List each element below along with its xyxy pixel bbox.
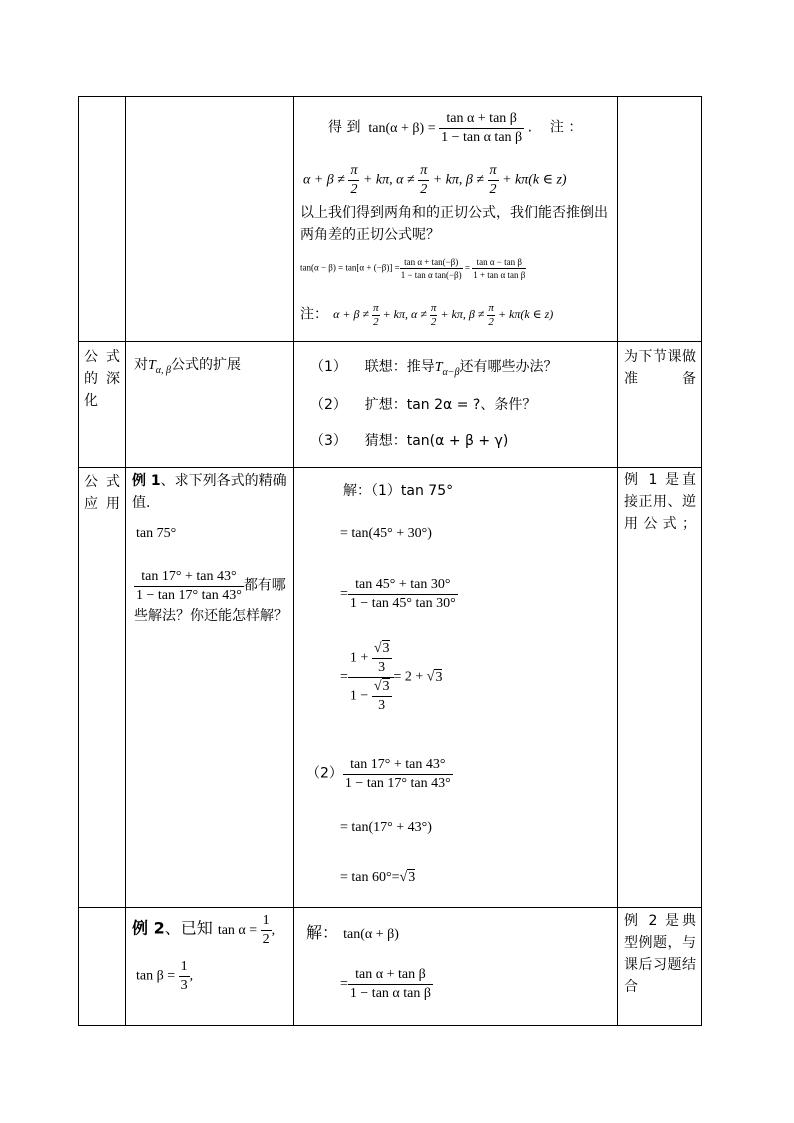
column-divider-2 [293, 96, 294, 1026]
solution-1-label: 解：（1）tan 75° [343, 483, 454, 499]
table-border-right [701, 96, 702, 1026]
solution-example-2: 解： tan(α + β) [306, 923, 399, 942]
remark-example-1: 例 1 是直接正用、逆用公式； [624, 472, 696, 532]
remark-example-2: 例 2 是典型例题，与课后习题结合 [624, 913, 696, 995]
tangent-sum-derivation: 得 到 tan(α + β) = $\frac{\text{tan α + tan β}}{\text{1 − tan α tan β}}$ . 注 ： [328, 111, 583, 145]
example-1-q2: $\frac{\tan 17^\circ + \tan 43^\circ}{1 - \tan 17^\circ \tan 43^\circ}$ 都有哪些解法？你还能怎样解？ [134, 569, 288, 624]
condition-formula-1: α + β ≠ $\frac{\pi}{2}$ + kπ, α ≠ $\frac{\pi}{2}$ + kπ, β ≠ $\frac{\pi}{2}$ + kπ(k ∈ z) [303, 163, 567, 197]
solution-2-step2: = tan(17° + 43°) [340, 820, 432, 835]
formula-extension: 对$T_{\alpha, \beta}$公式的扩展 [134, 357, 242, 376]
table-border-left [78, 96, 79, 1026]
section-formula-deepening: 公式的深化 [84, 349, 120, 409]
section-formula-application: 公式应用 [84, 474, 120, 512]
column-divider-3 [617, 96, 618, 1026]
table-border-top [78, 96, 702, 97]
table-border-bottom [78, 1025, 702, 1026]
example-2-given-1: 例 2、已知 tan α = $\frac{1}{2}$ , [132, 913, 276, 947]
tan-difference-formula: tan(α − β) = tan[α + (−β)] = $\frac{\text{tan α + tan(−β)}}{\text{1 − tan α tan(−β)}}$ = $\frac{\text{tan α − tan β}}{\text{1 + tan α tan β}}$ [300, 257, 526, 280]
column-divider-1 [125, 96, 126, 1026]
extension-item-1: （1） 联想：推导$T_{\alpha-\beta}$还有哪些办法？ [310, 359, 558, 378]
remark-prepare-next: 为下节课做准备 [624, 349, 696, 387]
question-paragraph: 以上我们得到两角和的正切公式，我们能否推倒出两角差的正切公式呢？ [300, 205, 608, 243]
row-divider-1 [78, 341, 702, 342]
solution-2-step3: = tan 60°=√3 [340, 870, 416, 885]
solution-1-step3: = 1 + $\frac{√3}{3}$ 1 − $\frac{√3}{3}$ = 2 + √3 [340, 641, 443, 713]
solution-1-step2: = $\frac{\tan 45^\circ + \tan 30^\circ}{1 - \tan 45^\circ \tan 30^\circ}$ [340, 577, 456, 611]
condition-formula-2: 注： α + β ≠ $\frac{\pi}{2}$ + kπ, α ≠ $\frac{\pi}{2}$ + kπ, β ≠ $\frac{\pi}{2}$ + kπ(k ∈ z) [300, 302, 554, 328]
extension-item-3: （3） 猜想：tan(α + β + γ) [310, 433, 509, 449]
row-divider-2 [78, 467, 702, 468]
tan-sum-formula: tan(α + β) = $\frac{\text{tan α + tan β}}{\text{1 − tan α tan β}}$ [364, 111, 523, 145]
example-1-q1: tan 75° [136, 526, 177, 541]
example-1-prompt: 例 1、求下列各式的精确值. [132, 473, 287, 511]
solution-example-2-step: = $\frac{\text{tan α + tan β}}{\text{1 − tan α tan β}}$ [340, 967, 431, 1001]
example-2-given-2: tan β = $\frac{1}{3}$ , [136, 959, 194, 993]
extension-item-2: （2） 扩想：tan 2α = ?、条件？ [310, 397, 537, 413]
solution-1-step1: = tan(45° + 30°) [340, 526, 432, 541]
lesson-table [78, 96, 702, 1026]
row-divider-3 [78, 907, 702, 908]
solution-2-step1: （2） $\frac{\tan 17^\circ + \tan 43^\circ}{1 - \tan 17^\circ \tan 43^\circ}$ [306, 757, 451, 791]
